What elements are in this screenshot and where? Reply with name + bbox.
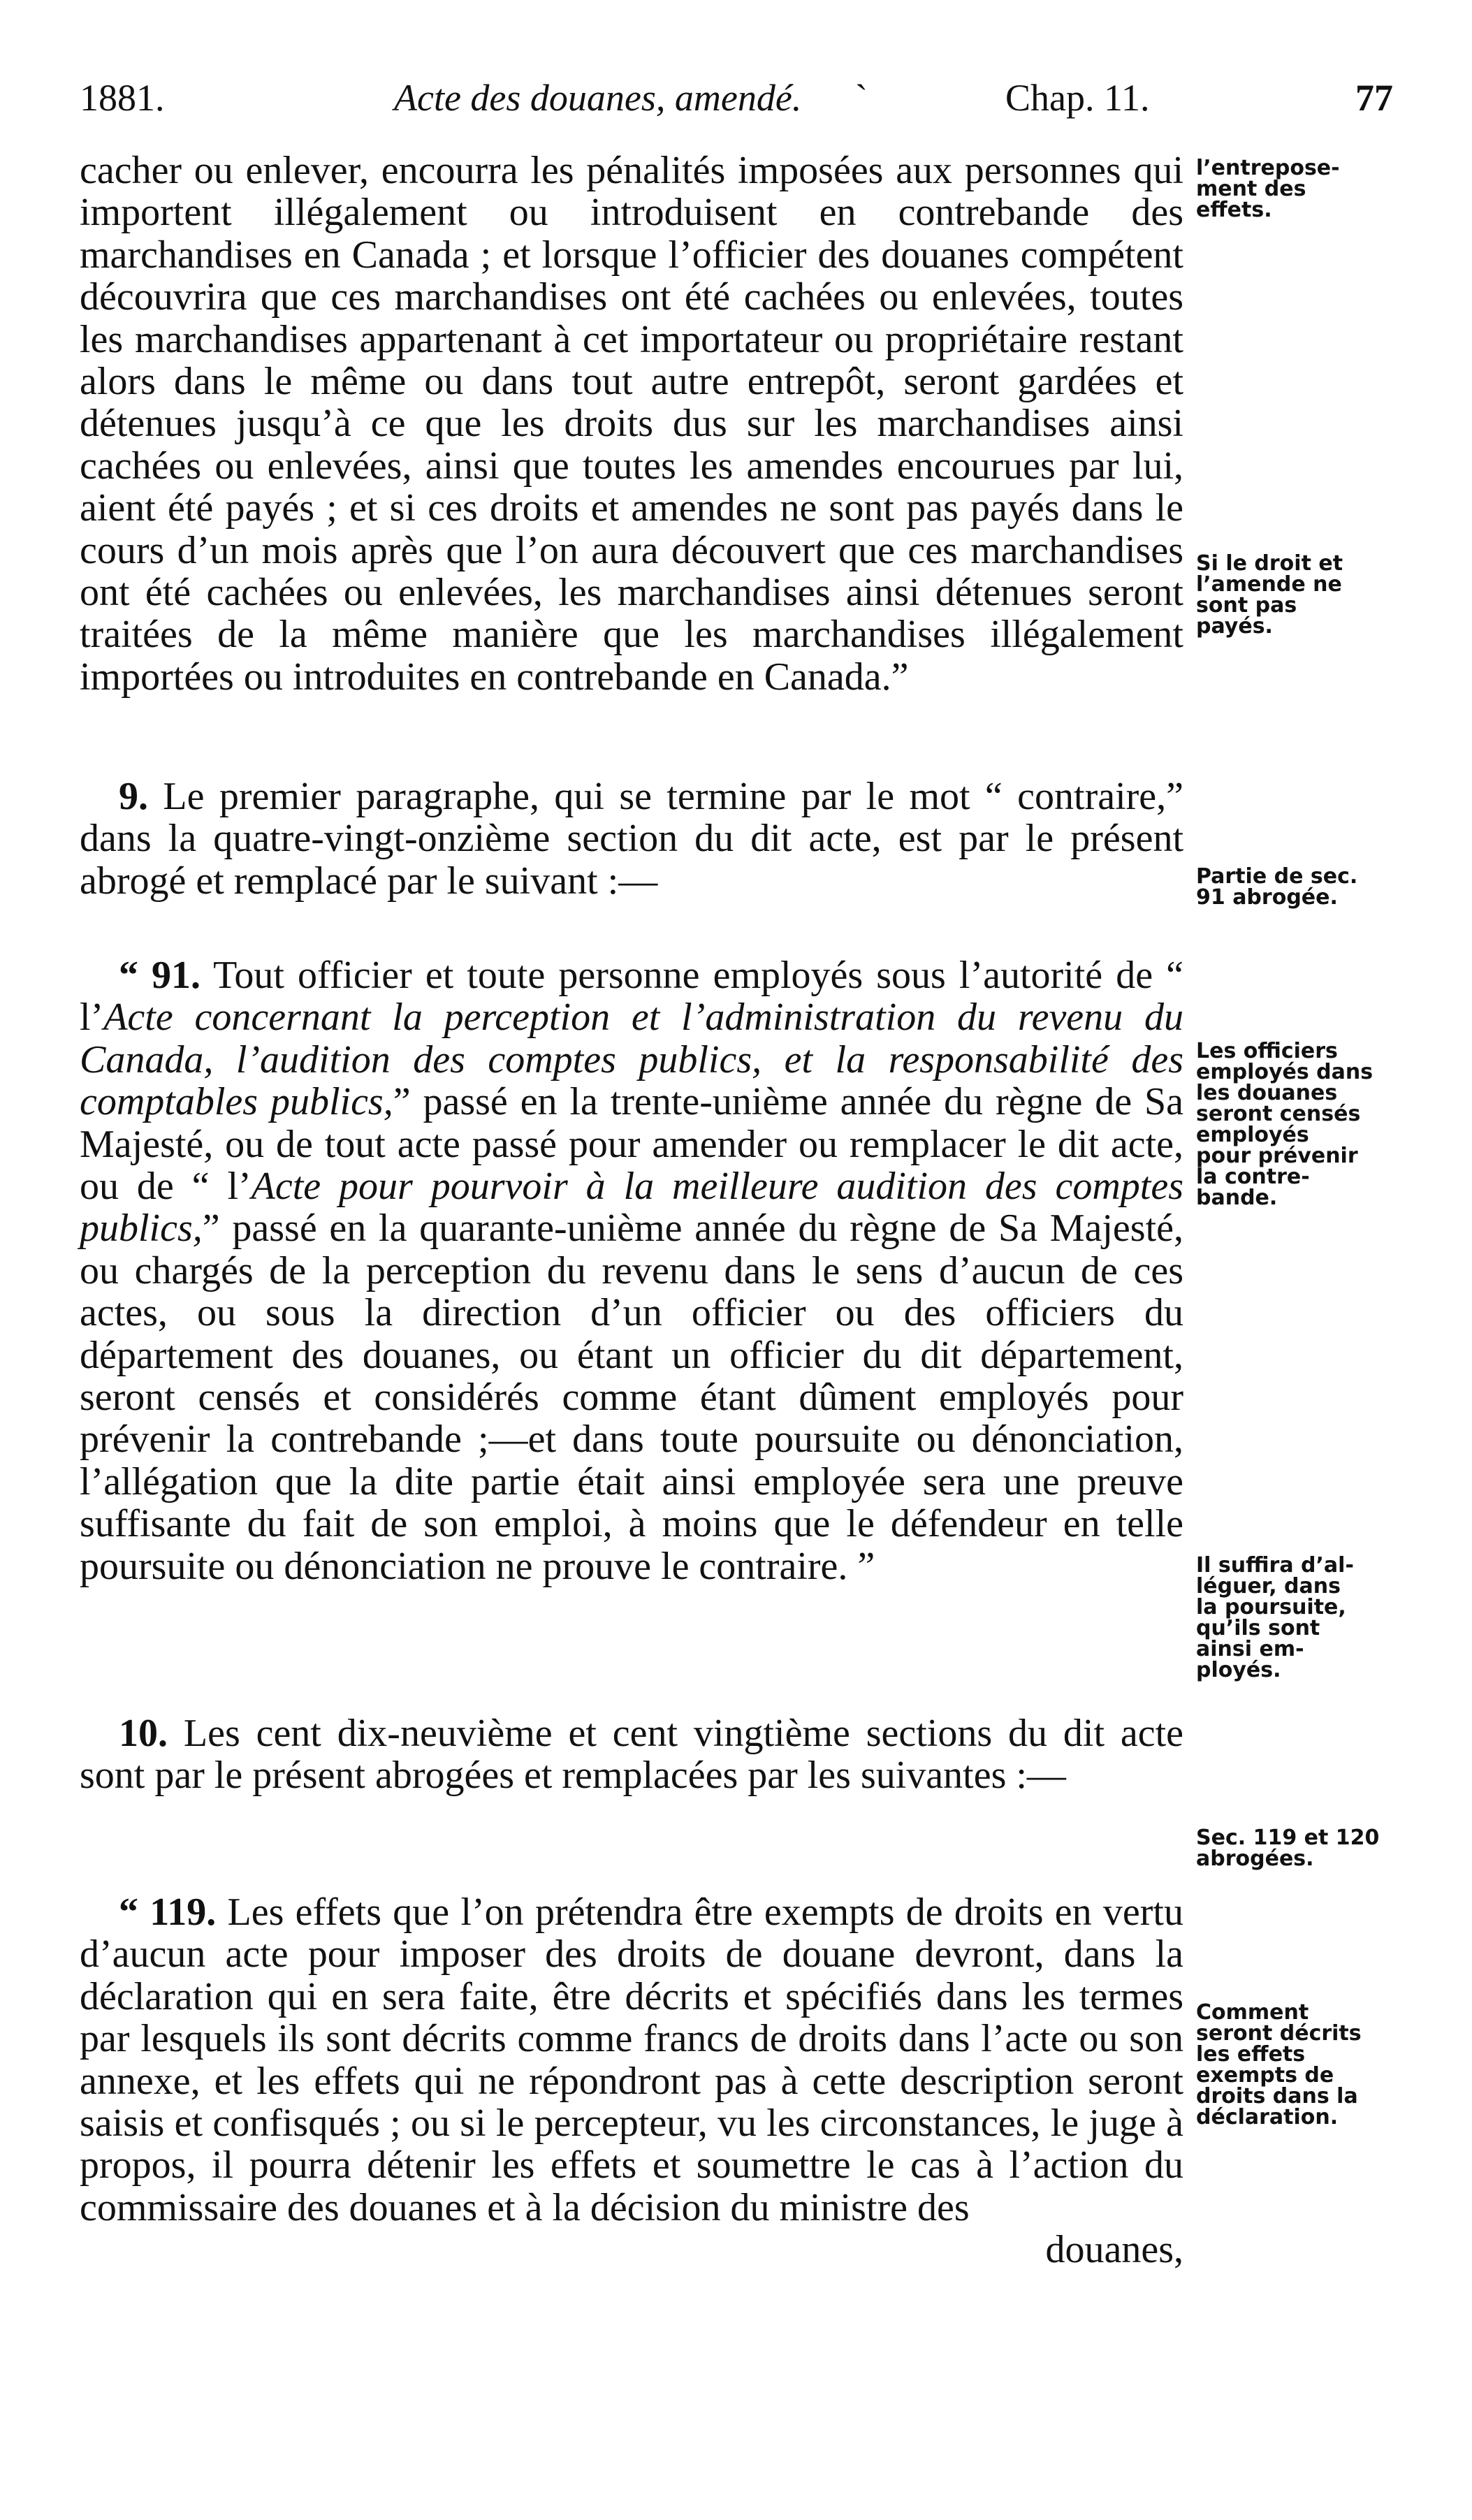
body-text xyxy=(80,150,1183,2271)
header-year: 1881. xyxy=(80,77,165,119)
margin-note: l’entrepose- ment des effets. xyxy=(1196,156,1340,222)
header-mark: ˋ xyxy=(855,77,868,119)
paragraph-text-part: ” passé en la quarante-unième année du règne de Sa Majesté, ou chargés de la perception du revenu dans le sens d’aucun de ces actes, ou sous la direction d’un officier ou des officiers du département des douanes, ou étant un officier du dit département, seront censés et considérés comme étant dûment employés pour prévenir la contrebande ;—et dans toute poursuite ou dénonciation, l’allégation que la dite partie était ainsi employée sera une preuve suffisante du fait de son emploi, à moins que le défendeur en telle poursuite ou dénonciation ne prouve le contraire. ” xyxy=(80,1207,1183,1588)
trailing-word: douanes, xyxy=(1045,2228,1183,2272)
paragraph-section-91 xyxy=(80,954,1183,1712)
section-number: “ 91. xyxy=(119,954,201,997)
paragraph-text: Les effets que l’on prétendra être exempts de droits en vertu d’aucun acte pour imposer des droits de douane devront, dans la déclaration qui en sera faite, être décrits et spécifiés dans les termes par lesquels ils sont décrits comme francs de droits dans l’acte ou son annexe, et les effets qui ne répondront pas à cette description seront saisis et confisqués ; ou si le percepteur, vu les circonstances, le juge à propos, il pourra détenir les effets et soumettre le cas à l’action du commissaire des douanes et à la décision du ministre des xyxy=(80,1891,1183,2229)
paragraph-text: Les cent dix-neuvième et cent vingtième sections du dit acte sont par le présent abrogées et remplacées par les suivantes :— xyxy=(80,1712,1183,1798)
margin-note: Si le droit et l’amende ne sont pas payés. xyxy=(1196,551,1343,639)
act-title-italic: Acte concernant la perception et l’administration du revenu du Canada, l’audition des comptes publics, et la responsabilité des comptables publics, xyxy=(80,996,1183,1124)
paragraph-section-119 xyxy=(80,1891,1183,2271)
margin-note: Partie de sec. 91 abrogée. xyxy=(1196,864,1358,910)
margin-note: Sec. 119 et 120 abrogées. xyxy=(1196,1826,1380,1871)
running-header xyxy=(80,70,1393,126)
paragraph-section-10 xyxy=(80,1712,1183,1891)
page-number: 77 xyxy=(1355,77,1393,119)
margin-note: Comment seront décrits les effets exempts de droits dans la déclaration. xyxy=(1196,2000,1362,2129)
section-number: 9. xyxy=(119,775,148,818)
paragraph-text-part: ” passé en la trente-unième année du règne de Sa Majesté, ou de tout acte passé pour amender ou remplacer le dit acte, ou de “ l’ xyxy=(80,1080,1184,1209)
section-number: 10. xyxy=(119,1712,168,1755)
act-title-italic: Acte pour pourvoir à la meilleure audition des comptes publics, xyxy=(80,1165,1183,1251)
paragraph-section-9 xyxy=(80,775,1183,954)
paragraph-text: cacher ou enlever, encourra les pénalités imposées aux personnes qui importent illégalement ou introduisent en contrebande des marchandises en Canada ; et lorsque l’officier des douanes compétent découvrira que ces marchandises ont été cachées ou enlevées, toutes les marchandises appartenant à cet importateur ou propriétaire restant alors dans le même ou dans tout autre entrepôt, seront gardées et détenues jusqu’à ce que les droits dus sur les marchandises ainsi cachées ou enlevées, ainsi que toutes les amendes encourues par lui, aient été payés ; et si ces droits et amendes ne sont pas payés dans le cours d’un mois après que l’on aura découvert que ces marchandises ont été cachées ou enlevées, les marchandises ainsi détenues seront traitées de la même manière que les marchandises illégalement importées ou introduites en contrebande en Canada.” xyxy=(80,149,1183,699)
paragraph-text-part: Tout officier et toute personne employés sous l’autorité de “ l’ xyxy=(80,954,1183,1040)
margin-note: Les officiers employés dans les douanes seront censés employés pour prévenir la contre- bande. xyxy=(1196,1039,1373,1210)
header-chapter: Chap. 11. xyxy=(1005,77,1150,119)
header-title: Acte des douanes, amendé. xyxy=(394,77,802,119)
paragraph-continued xyxy=(80,150,1183,775)
paragraph-text: Le premier paragraphe, qui se termine par le mot “ contraire,” dans la quatre-vingt-onzième section du dit acte, est par le présent abrogé et remplacé par le suivant :— xyxy=(80,775,1183,903)
section-number: “ 119. xyxy=(119,1891,217,1934)
margin-note: Il suffira d’al- léguer, dans la poursuite, qu’ils sont ainsi em- ployés. xyxy=(1196,1553,1354,1682)
